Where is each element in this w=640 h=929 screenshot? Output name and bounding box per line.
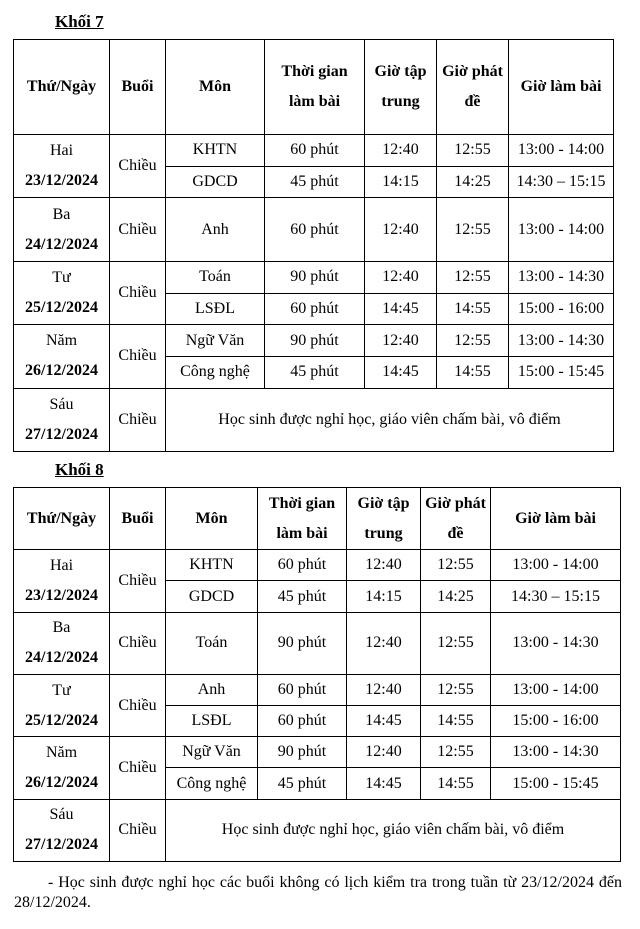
- exam-time-cell: 13:00 - 14:00: [491, 550, 621, 581]
- gather-time-cell: 14:45: [365, 293, 437, 325]
- distribute-time-cell: 12:55: [437, 325, 509, 357]
- header-duration: Thời gian làm bài: [265, 40, 365, 135]
- session-cell: Chiều: [110, 799, 166, 861]
- exam-time-cell: 13:00 - 14:30: [509, 261, 614, 293]
- schedule-table-khoi-8: [13, 487, 621, 862]
- exam-time-cell: 13:00 - 14:30: [491, 612, 621, 674]
- subject-cell: Anh: [166, 674, 258, 705]
- table-row: [14, 550, 621, 581]
- header-session: Buổi: [110, 488, 166, 550]
- day-cell: [14, 388, 110, 451]
- table-row: [14, 198, 614, 261]
- table-row: [14, 325, 614, 357]
- header-distribute-time: Giờ phát đề: [437, 40, 509, 135]
- session-cell: Chiều: [110, 261, 166, 324]
- subject-cell: LSĐL: [166, 706, 258, 737]
- distribute-time-cell: 14:55: [421, 706, 491, 737]
- subject-cell: Công nghệ: [166, 768, 258, 799]
- duration-cell: 45 phút: [265, 356, 365, 388]
- header-exam-time: Giờ làm bài: [509, 40, 614, 135]
- subject-cell: GDCD: [166, 581, 258, 612]
- duration-cell: 90 phút: [265, 325, 365, 357]
- subject-cell: KHTN: [166, 135, 265, 167]
- day-name: Sáu: [49, 395, 74, 413]
- header-row: [14, 488, 621, 550]
- gather-time-cell: 12:40: [365, 261, 437, 293]
- subject-cell: Công nghệ: [166, 356, 265, 388]
- session-cell: Chiều: [110, 737, 166, 799]
- day-cell: [14, 261, 110, 324]
- exam-time-cell: 13:00 - 14:30: [491, 737, 621, 768]
- day-name: Năm: [45, 332, 78, 350]
- subject-cell: GDCD: [166, 166, 265, 198]
- day-name: Hai: [49, 142, 74, 160]
- duration-cell: 60 phút: [258, 550, 347, 581]
- day-date: 24/12/2024: [25, 649, 98, 667]
- day-date: 25/12/2024: [25, 711, 98, 729]
- distribute-time-cell: 12:55: [421, 550, 491, 581]
- exam-time-cell: 15:00 - 16:00: [509, 293, 614, 325]
- distribute-time-cell: 12:55: [421, 674, 491, 705]
- gather-time-cell: 12:40: [347, 550, 421, 581]
- header-day: Thứ/Ngày: [14, 488, 110, 550]
- day-cell: [14, 612, 110, 674]
- distribute-time-cell: 14:55: [421, 768, 491, 799]
- exam-time-cell: 13:00 - 14:30: [509, 325, 614, 357]
- distribute-time-cell: 14:25: [421, 581, 491, 612]
- header-gather-time: Giờ tập trung: [347, 488, 421, 550]
- table-row: [14, 388, 614, 451]
- table-row: [14, 799, 621, 861]
- table-row: [14, 261, 614, 293]
- day-date: 26/12/2024: [25, 773, 98, 791]
- distribute-time-cell: 14:55: [437, 293, 509, 325]
- exam-time-cell: 15:00 - 15:45: [509, 356, 614, 388]
- session-cell: Chiều: [110, 612, 166, 674]
- day-date: 26/12/2024: [25, 362, 98, 380]
- subject-cell: Toán: [166, 261, 265, 293]
- gather-time-cell: 14:45: [365, 356, 437, 388]
- day-cell: [14, 799, 110, 861]
- header-gather-time: Giờ tập trung: [365, 40, 437, 135]
- schedule-table-khoi-7: [13, 39, 614, 452]
- session-cell: Chiều: [110, 388, 166, 451]
- header-distribute-time: Giờ phát đề: [421, 488, 491, 550]
- day-name: Ba: [52, 205, 71, 223]
- header-subject: Môn: [166, 488, 258, 550]
- session-cell: Chiều: [110, 325, 166, 388]
- subject-cell: LSĐL: [166, 293, 265, 325]
- exam-time-cell: 13:00 - 14:00: [509, 135, 614, 167]
- day-off-message: Học sinh được nghỉ học, giáo viên chấm bài, vô điểm: [166, 388, 614, 451]
- day-cell: [14, 325, 110, 388]
- duration-cell: 45 phút: [258, 768, 347, 799]
- gather-time-cell: 12:40: [347, 612, 421, 674]
- day-date: 27/12/2024: [25, 425, 98, 443]
- exam-time-cell: 15:00 - 15:45: [491, 768, 621, 799]
- gather-time-cell: 12:40: [347, 737, 421, 768]
- day-cell: [14, 135, 110, 198]
- table-row: [14, 674, 621, 705]
- session-cell: Chiều: [110, 674, 166, 736]
- day-date: 23/12/2024: [25, 172, 98, 190]
- duration-cell: 60 phút: [258, 706, 347, 737]
- session-cell: Chiều: [110, 135, 166, 198]
- day-cell: [14, 737, 110, 799]
- distribute-time-cell: 14:25: [437, 166, 509, 198]
- gather-time-cell: 12:40: [347, 674, 421, 705]
- subject-cell: Anh: [166, 198, 265, 261]
- day-date: 27/12/2024: [25, 836, 98, 854]
- gather-time-cell: 14:45: [347, 706, 421, 737]
- header-subject: Môn: [166, 40, 265, 135]
- day-name: Hai: [49, 556, 74, 574]
- footnote: - Học sinh được nghỉ học các buổi không có lịch kiểm tra trong tuần từ 23/12/2024 đến 28/12/2024.: [14, 874, 622, 911]
- exam-time-cell: 15:00 - 16:00: [491, 706, 621, 737]
- subject-cell: Toán: [166, 612, 258, 674]
- distribute-time-cell: 12:55: [437, 135, 509, 167]
- header-duration: Thời gian làm bài: [258, 488, 347, 550]
- duration-cell: 45 phút: [258, 581, 347, 612]
- distribute-time-cell: 12:55: [421, 737, 491, 768]
- day-name: Năm: [45, 743, 78, 761]
- session-cell: Chiều: [110, 198, 166, 261]
- table-row: [14, 612, 621, 674]
- day-name: Ba: [52, 619, 71, 637]
- duration-cell: 45 phút: [265, 166, 365, 198]
- subject-cell: KHTN: [166, 550, 258, 581]
- day-date: 24/12/2024: [25, 235, 98, 253]
- header-day: Thứ/Ngày: [14, 40, 110, 135]
- day-cell: [14, 198, 110, 261]
- day-name: Sáu: [49, 806, 74, 824]
- day-name: Tư: [52, 681, 71, 699]
- duration-cell: 90 phút: [258, 737, 347, 768]
- table-row: [14, 135, 614, 167]
- exam-time-cell: 13:00 - 14:00: [509, 198, 614, 261]
- duration-cell: 60 phút: [258, 674, 347, 705]
- gather-time-cell: 14:45: [347, 768, 421, 799]
- day-date: 23/12/2024: [25, 586, 98, 604]
- section-title-khoi-7: Khối 7: [55, 12, 104, 31]
- duration-cell: 60 phút: [265, 198, 365, 261]
- section-title-khoi-8: Khối 8: [55, 460, 104, 479]
- distribute-time-cell: 14:55: [437, 356, 509, 388]
- distribute-time-cell: 12:55: [421, 612, 491, 674]
- table-row: [14, 737, 621, 768]
- day-off-message: Học sinh được nghỉ học, giáo viên chấm bài, vô điểm: [166, 799, 621, 861]
- exam-time-cell: 13:00 - 14:00: [491, 674, 621, 705]
- header-row: [14, 40, 614, 135]
- gather-time-cell: 12:40: [365, 135, 437, 167]
- duration-cell: 90 phút: [265, 261, 365, 293]
- gather-time-cell: 12:40: [365, 198, 437, 261]
- subject-cell: Ngữ Văn: [166, 737, 258, 768]
- duration-cell: 90 phút: [258, 612, 347, 674]
- exam-time-cell: 14:30 – 15:15: [509, 166, 614, 198]
- header-exam-time: Giờ làm bài: [491, 488, 621, 550]
- header-session: Buổi: [110, 40, 166, 135]
- day-cell: [14, 674, 110, 736]
- subject-cell: Ngữ Văn: [166, 325, 265, 357]
- day-cell: [14, 550, 110, 612]
- duration-cell: 60 phút: [265, 135, 365, 167]
- gather-time-cell: 14:15: [347, 581, 421, 612]
- distribute-time-cell: 12:55: [437, 261, 509, 293]
- gather-time-cell: 14:15: [365, 166, 437, 198]
- duration-cell: 60 phút: [265, 293, 365, 325]
- day-name: Tư: [52, 269, 71, 286]
- distribute-time-cell: 12:55: [437, 198, 509, 261]
- session-cell: Chiều: [110, 550, 166, 612]
- gather-time-cell: 12:40: [365, 325, 437, 357]
- day-date: 25/12/2024: [25, 299, 98, 316]
- exam-time-cell: 14:30 – 15:15: [491, 581, 621, 612]
